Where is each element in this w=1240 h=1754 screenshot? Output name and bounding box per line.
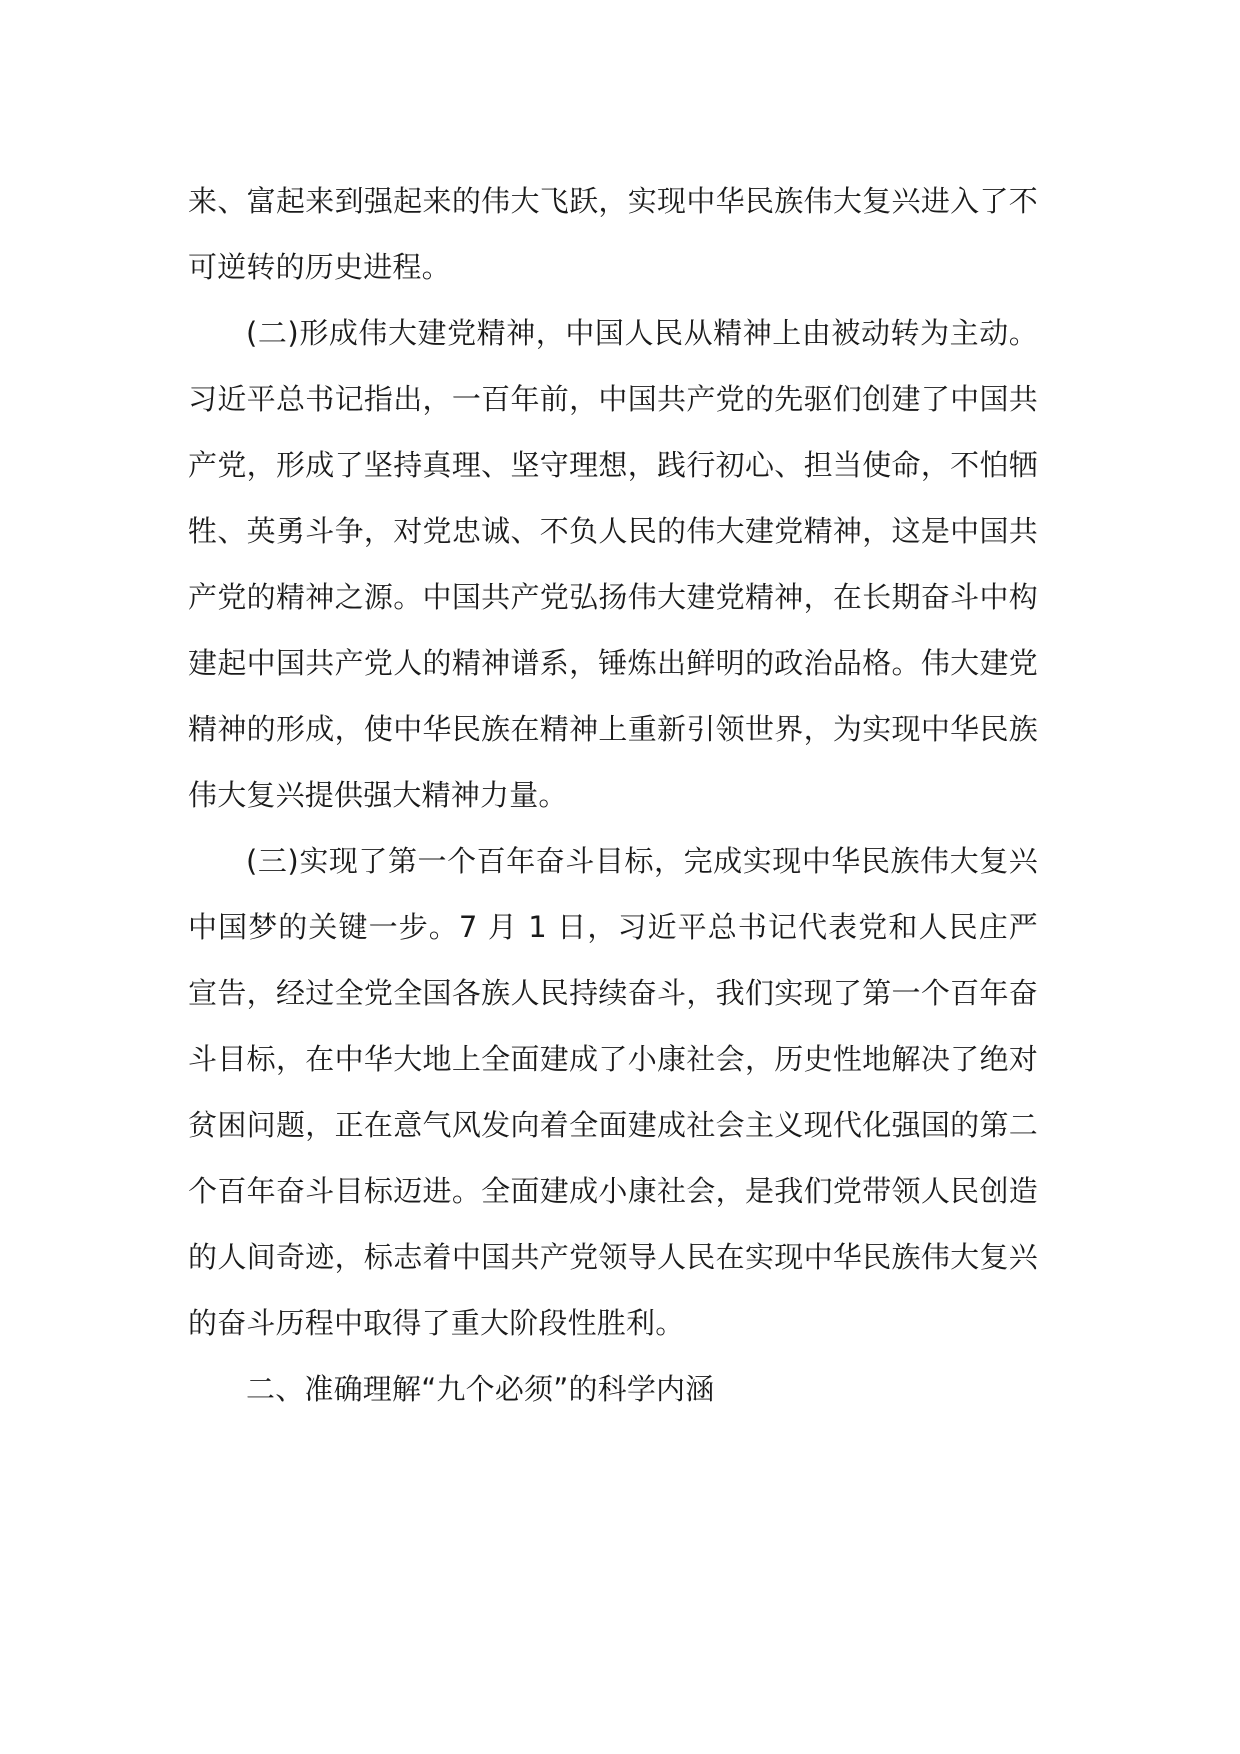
section-heading: 二、准确理解“九个必须”的科学内涵 [246, 1372, 715, 1406]
continuation-paragraph: 来、富起来到强起来的伟大飞跃，实现中华民族伟大复兴进入了不可逆转的历史进程。 [188, 184, 1038, 284]
section-two-paragraph: (二)形成伟大建党精神，中国人民从精神上由被动转为主动。习近平总书记指出，一百年前，中国共产党的先驱们创建了中国共产党，形成了坚持真理、坚守理想，践行初心、担当使命，不怕牺牲、英勇斗争，对党忠诚、不负人民的伟大建党精神，这是中国共产党的精神之源。中国共产党弘扬伟大建党精神，在长期奋斗中构建起中国共产党人的精神谱系，锤炼出鲜明的政治品格。伟大建党精神的形成，使中华民族在精神上重新引领世界，为实现中华民族伟大复兴提供强大精神力量。 [188, 316, 1038, 812]
document-body [188, 168, 1038, 1422]
section-three-paragraph: (三)实现了第一个百年奋斗目标，完成实现中华民族伟大复兴中国梦的关键一步。7 月 1 日，习近平总书记代表党和人民庄严宣告，经过全党全国各族人民持续奋斗，我们实现了第一个百年奋斗目标，在中华大地上全面建成了小康社会，历史性地解决了绝对贫困问题，正在意气风发向着全面建成社会主义现代化强国的第二个百年奋斗目标迈进。全面建成小康社会，是我们党带领人民创造的人间奇迹，标志着中国共产党领导人民在实现中华民族伟大复兴的奋斗历程中取得了重大阶段性胜利。 [188, 844, 1038, 1340]
